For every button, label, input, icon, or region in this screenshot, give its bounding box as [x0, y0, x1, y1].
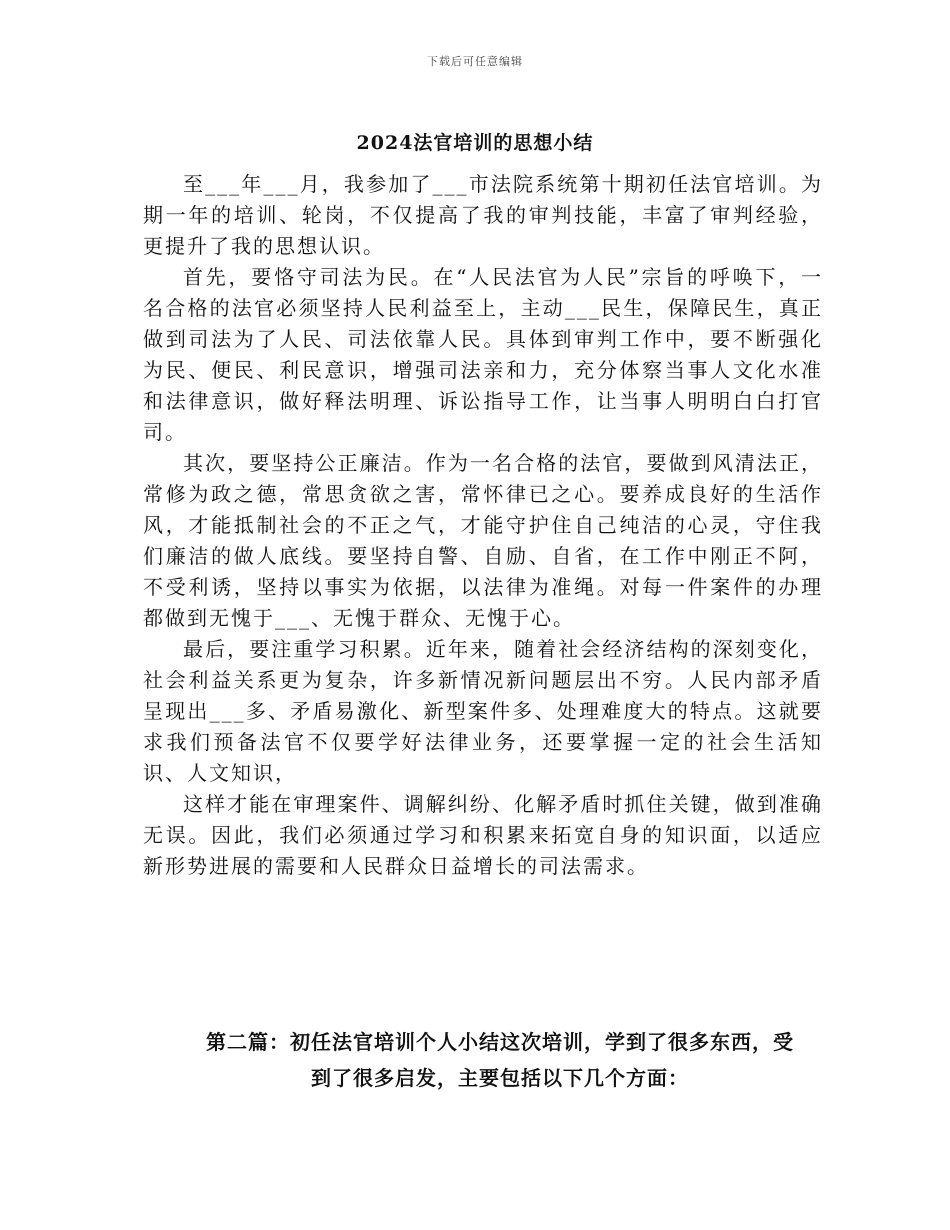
- paragraph-integrity: 其次，要坚持公正廉洁。作为一名合格的法官，要做到风清法正，常修为政之德，常思贪欲之害，常怀律已之心。要养成良好的生活作风，才能抵制社会的不正之气，才能守护住自己纯洁的心灵，守住我们廉洁的做人底线。要坚持自警、自励、自省，在工作中刚正不阿，不受利诱，坚持以事实为依据，以法律为准绳。对每一件案件的办理都做到无愧于___、无愧于群众、无愧于心。: [143, 451, 823, 630]
- document-title: 2024法官培训的思想小结: [356, 132, 594, 154]
- section-heading-line-2: 到了很多启发，主要包括以下几个方面：: [311, 1066, 689, 1090]
- paragraph-conclusion: 这样才能在审理案件、调解纠纷、化解矛盾时抓住关键，做到准确无误。因此，我们必须通过学习和积累来拓宽自身的知识面，以适应新形势进展的需要和人民群众日益增长的司法需求。: [143, 792, 823, 878]
- paragraph-intro: 至___年___月，我参加了___市法院系统第十期初任法官培训。为期一年的培训、轮岗，不仅提高了我的审判技能，丰富了审判经验，更提升了我的思想认识。: [143, 172, 823, 258]
- paragraph-learning: 最后，要注重学习积累。近年来，随着社会经济结构的深刻变化，社会利益关系更为复杂，许多新情况新问题层出不穷。人民内部矛盾呈现出___多、矛盾易激化、新型案件多、处理难度大的特点。这就要求我们预备法官不仅要学好法律业务，还要掌握一定的社会生活知识、人文知识，: [143, 637, 823, 785]
- document-body: [143, 169, 823, 882]
- section-heading-line-1: 第二篇：初任法官培训个人小结这次培训，学到了很多东西，受: [206, 1030, 794, 1054]
- section-heading: [150, 1024, 850, 1096]
- page-header-note: 下载后可任意编辑: [427, 55, 523, 68]
- paragraph-justice-for-people: 首先，要恪守司法为民。在“人民法官为人民”宗旨的呼唤下，一名合格的法官必须坚持人民利益至上，主动___民生，保障民生，真正做到司法为了人民、司法依靠人民。具体到审判工作中，要不断强化为民、便民、利民意识，增强司法亲和力，充分体察当事人文化水准和法律意识，做好释法明理、诉讼指导工作，让当事人明明白白打官司。: [143, 265, 823, 444]
